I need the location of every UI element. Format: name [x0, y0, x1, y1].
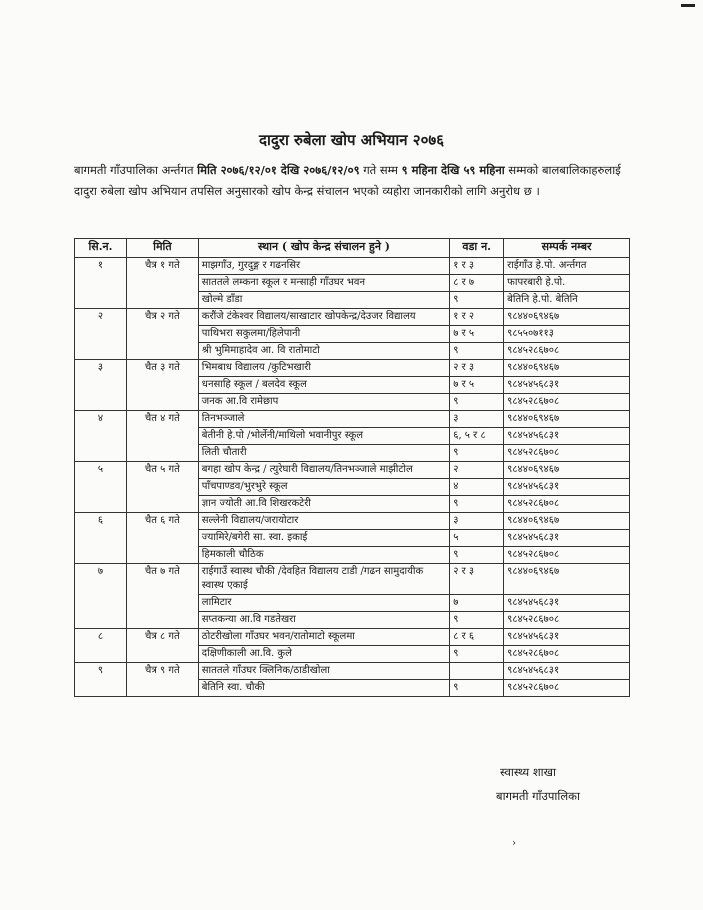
cell-ward: ७ [450, 595, 504, 612]
cell-serial: १ [75, 258, 127, 309]
cell-place: करौंजे टंकेश्वर विद्यालय/साखाटार खोपकेन्द्र/देउजर विद्यालय [198, 309, 449, 326]
table-row [75, 663, 630, 680]
cell-serial: ९ [75, 663, 127, 697]
cell-ward: ४ [450, 479, 504, 496]
cell-contact: राईगाँउ हे.पो. अर्न्तगत [504, 258, 630, 275]
cell-place: पाँचपाण्डव/भुरभुरे स्कूल [198, 479, 449, 496]
cell-place: माझगाँउ, गुरदुङ्ग र गढनसिर [198, 258, 449, 275]
cell-contact: ९८४४०६९४६७ [504, 411, 630, 428]
cell-contact: ९८४५४५६८३१ [504, 377, 630, 394]
cell-contact: ९८४५४५६८३१ [504, 663, 630, 680]
intro-date-range: मिति २०७६/१२/०१ देखि २०७६/१२/०९ [197, 163, 360, 177]
cell-ward: ९ [450, 343, 504, 360]
cell-contact: ९८४५२८६७०८ [504, 680, 630, 697]
cell-contact: ९८४४०६९४६७ [504, 309, 630, 326]
cell-contact: ९८४५२८६७०८ [504, 496, 630, 513]
cell-serial: ३ [75, 360, 127, 411]
cell-place: ज्यामिरे/बगेरी सा. स्वा. इकाई [198, 530, 449, 547]
cell-place: ठोटरीखोला गाँउघर भवन/रातोमाटो स्कूलमा [198, 629, 449, 646]
cell-place: लिती चौतारी [198, 445, 449, 462]
cell-contact: ९८४५४५६८३१ [504, 479, 630, 496]
cell-place: सल्लेनी विद्यालय/जरायोटार [198, 513, 449, 530]
cell-serial: ८ [75, 629, 127, 663]
cell-ward: ३ [450, 411, 504, 428]
cell-place: श्री भुमिमाहादेव आ. वि रातोमाटो [198, 343, 449, 360]
cell-ward [450, 663, 504, 680]
cell-place: भिमबाध विद्यालय /कुटिभखारी [198, 360, 449, 377]
cell-date: चैत ५ गते [126, 462, 198, 513]
cell-ward: १ र ३ [450, 258, 504, 275]
table-row [75, 629, 630, 646]
cell-ward: ७ र ५ [450, 326, 504, 343]
cell-date: चैत्र १ गते [126, 258, 198, 309]
cell-ward: ९ [450, 445, 504, 462]
cell-ward: ९ [450, 496, 504, 513]
cell-serial: २ [75, 309, 127, 360]
cell-serial: ६ [75, 513, 127, 564]
cell-place: बेतिनि स्वा. चौकी [198, 680, 449, 697]
signature-block [496, 760, 580, 808]
cell-contact: ९८४४०६९४६७ [504, 564, 630, 595]
cell-place: ज्ञान ज्योती आ.वि शिखरकटेरी [198, 496, 449, 513]
header-contact: सम्पर्क नम्बर [504, 239, 630, 258]
cell-place: खोल्मे डाँडा [198, 292, 449, 309]
cell-date: चैत ३ गते [126, 360, 198, 411]
header-ward: वडा न. [450, 239, 504, 258]
cell-contact: ९८४५२८६७०८ [504, 646, 630, 663]
cell-ward: ५ [450, 530, 504, 547]
cell-contact: ९८४४०६९४६७ [504, 360, 630, 377]
header-date: मिति [126, 239, 198, 258]
cell-contact: ९८४५२८६७०८ [504, 394, 630, 411]
table-row [75, 513, 630, 530]
document-title: दादुरा रुबेला खोप अभियान २०७६ [259, 131, 444, 149]
cell-place: साततले गाँउघर क्लिनिक/ठाडीखोला [198, 663, 449, 680]
cell-date: चैत ४ गते [126, 411, 198, 462]
cell-contact: फापरबारी हे.पो. [504, 275, 630, 292]
cell-place: हिमकाली चौठिक [198, 547, 449, 564]
footer-mark: › [512, 838, 516, 849]
cell-ward: ७ र ५ [450, 377, 504, 394]
cell-place: जनक आ.वि रामेछाप [198, 394, 449, 411]
table-header-row [75, 239, 630, 258]
cell-place: पाथिभरा सकुलमा/हिलेपानी [198, 326, 449, 343]
cell-place: सप्तकन्या आ.वि गडतेखरा [198, 612, 449, 629]
signature-office: स्वास्थ्य शाखा [500, 765, 557, 779]
cell-contact: ९८४५२८६७०८ [504, 445, 630, 462]
intro-text-1: बागमती गाँउपालिका अर्न्तगत [74, 163, 198, 177]
cell-ward: ९ [450, 646, 504, 663]
cell-ward: २ [450, 462, 504, 479]
table-row [75, 360, 630, 377]
cell-date: चैत ७ गते [126, 564, 198, 629]
table-row [75, 411, 630, 428]
cell-date: चैत्र ९ गते [126, 663, 198, 697]
cell-ward: ६, ५ र ८ [450, 428, 504, 445]
cell-ward: २ र ३ [450, 360, 504, 377]
cell-ward: ९ [450, 612, 504, 629]
cell-contact: बेतिनि हे.पो. बेतिनि [504, 292, 630, 309]
cell-serial: ४ [75, 411, 127, 462]
cell-contact: ९८४५२८६७०८ [504, 612, 630, 629]
cell-serial: ५ [75, 462, 127, 513]
cell-place: तिनभञ्जाले [198, 411, 449, 428]
header-sn: सि.न. [75, 239, 127, 258]
cell-contact: ९८४५२८६७०८ [504, 343, 630, 360]
cell-serial: ७ [75, 564, 127, 629]
intro-text-3: सम्मको बालबालिकाहरुलाई दादुरा रुबेला खोप अभियान तपसिल अनुसारको खोप केन्द्र संचालन भएको व्यहोरा जानकारीको लागि अनुरोध छ । [74, 163, 621, 198]
cell-contact: ९८४४०६९४६७ [504, 513, 630, 530]
cell-ward: ९ [450, 394, 504, 411]
header-place: स्थान ( खोप केन्द्र संचालन हुने ) [198, 239, 449, 258]
cell-ward: २ र ३ [450, 564, 504, 595]
cell-contact: ९८४५४५६८३१ [504, 595, 630, 612]
cell-contact: ९८४५४५६८३१ [504, 629, 630, 646]
intro-paragraph [74, 160, 634, 202]
cell-place: साततले लम्कना स्कूल र मन्साही गाँउघर भवन [198, 275, 449, 292]
signature-municipality: बागमती गाँउपालिका [496, 789, 580, 803]
cell-place: लामिटार [198, 595, 449, 612]
cell-place: बगहा खोप केन्द्र / त्युरेघारी विद्यालय/तिनभञ्जाले माझीटोल [198, 462, 449, 479]
cell-date: चैत्र २ गते [126, 309, 198, 360]
cell-contact: ९८४५२८६७०८ [504, 547, 630, 564]
cell-ward: ९ [450, 547, 504, 564]
table-row [75, 462, 630, 479]
cell-contact: ९८४४०६९४६७ [504, 462, 630, 479]
cell-ward: ९ [450, 680, 504, 697]
corner-mark [681, 4, 695, 7]
cell-ward: ८ र ७ [450, 275, 504, 292]
intro-text-2: गते सम्म [359, 163, 402, 177]
cell-place: दक्षिणीकाली आ.वि. कुले [198, 646, 449, 663]
schedule-table [74, 238, 630, 697]
cell-ward: ३ [450, 513, 504, 530]
cell-ward: ९ [450, 292, 504, 309]
cell-ward: १ र २ [450, 309, 504, 326]
intro-age-range: ९ महिना देखि ५९ महिना [401, 163, 505, 177]
cell-ward: ८ र ६ [450, 629, 504, 646]
table-body [75, 258, 630, 697]
cell-contact: ९८५५०७११३ [504, 326, 630, 343]
cell-place: बेतीनी हे.पो /भोर्लेनी/माथिलो भवानीपुर स्कूल [198, 428, 449, 445]
cell-date: चैत ६ गते [126, 513, 198, 564]
cell-contact: ९८४५४५६८३१ [504, 428, 630, 445]
cell-date: चैत्र ८ गते [126, 629, 198, 663]
cell-place: राईगाउँ स्वास्थ चौकी /देवहित विद्यालय टाडी /गढन सामुदायीक स्वास्थ एकाई [198, 564, 449, 595]
cell-contact: ९८४५४५६८३१ [504, 530, 630, 547]
cell-place: धनसाहि स्कूल / बलदेव स्कूल [198, 377, 449, 394]
table-row [75, 309, 630, 326]
table-row [75, 258, 630, 275]
table-row [75, 564, 630, 595]
